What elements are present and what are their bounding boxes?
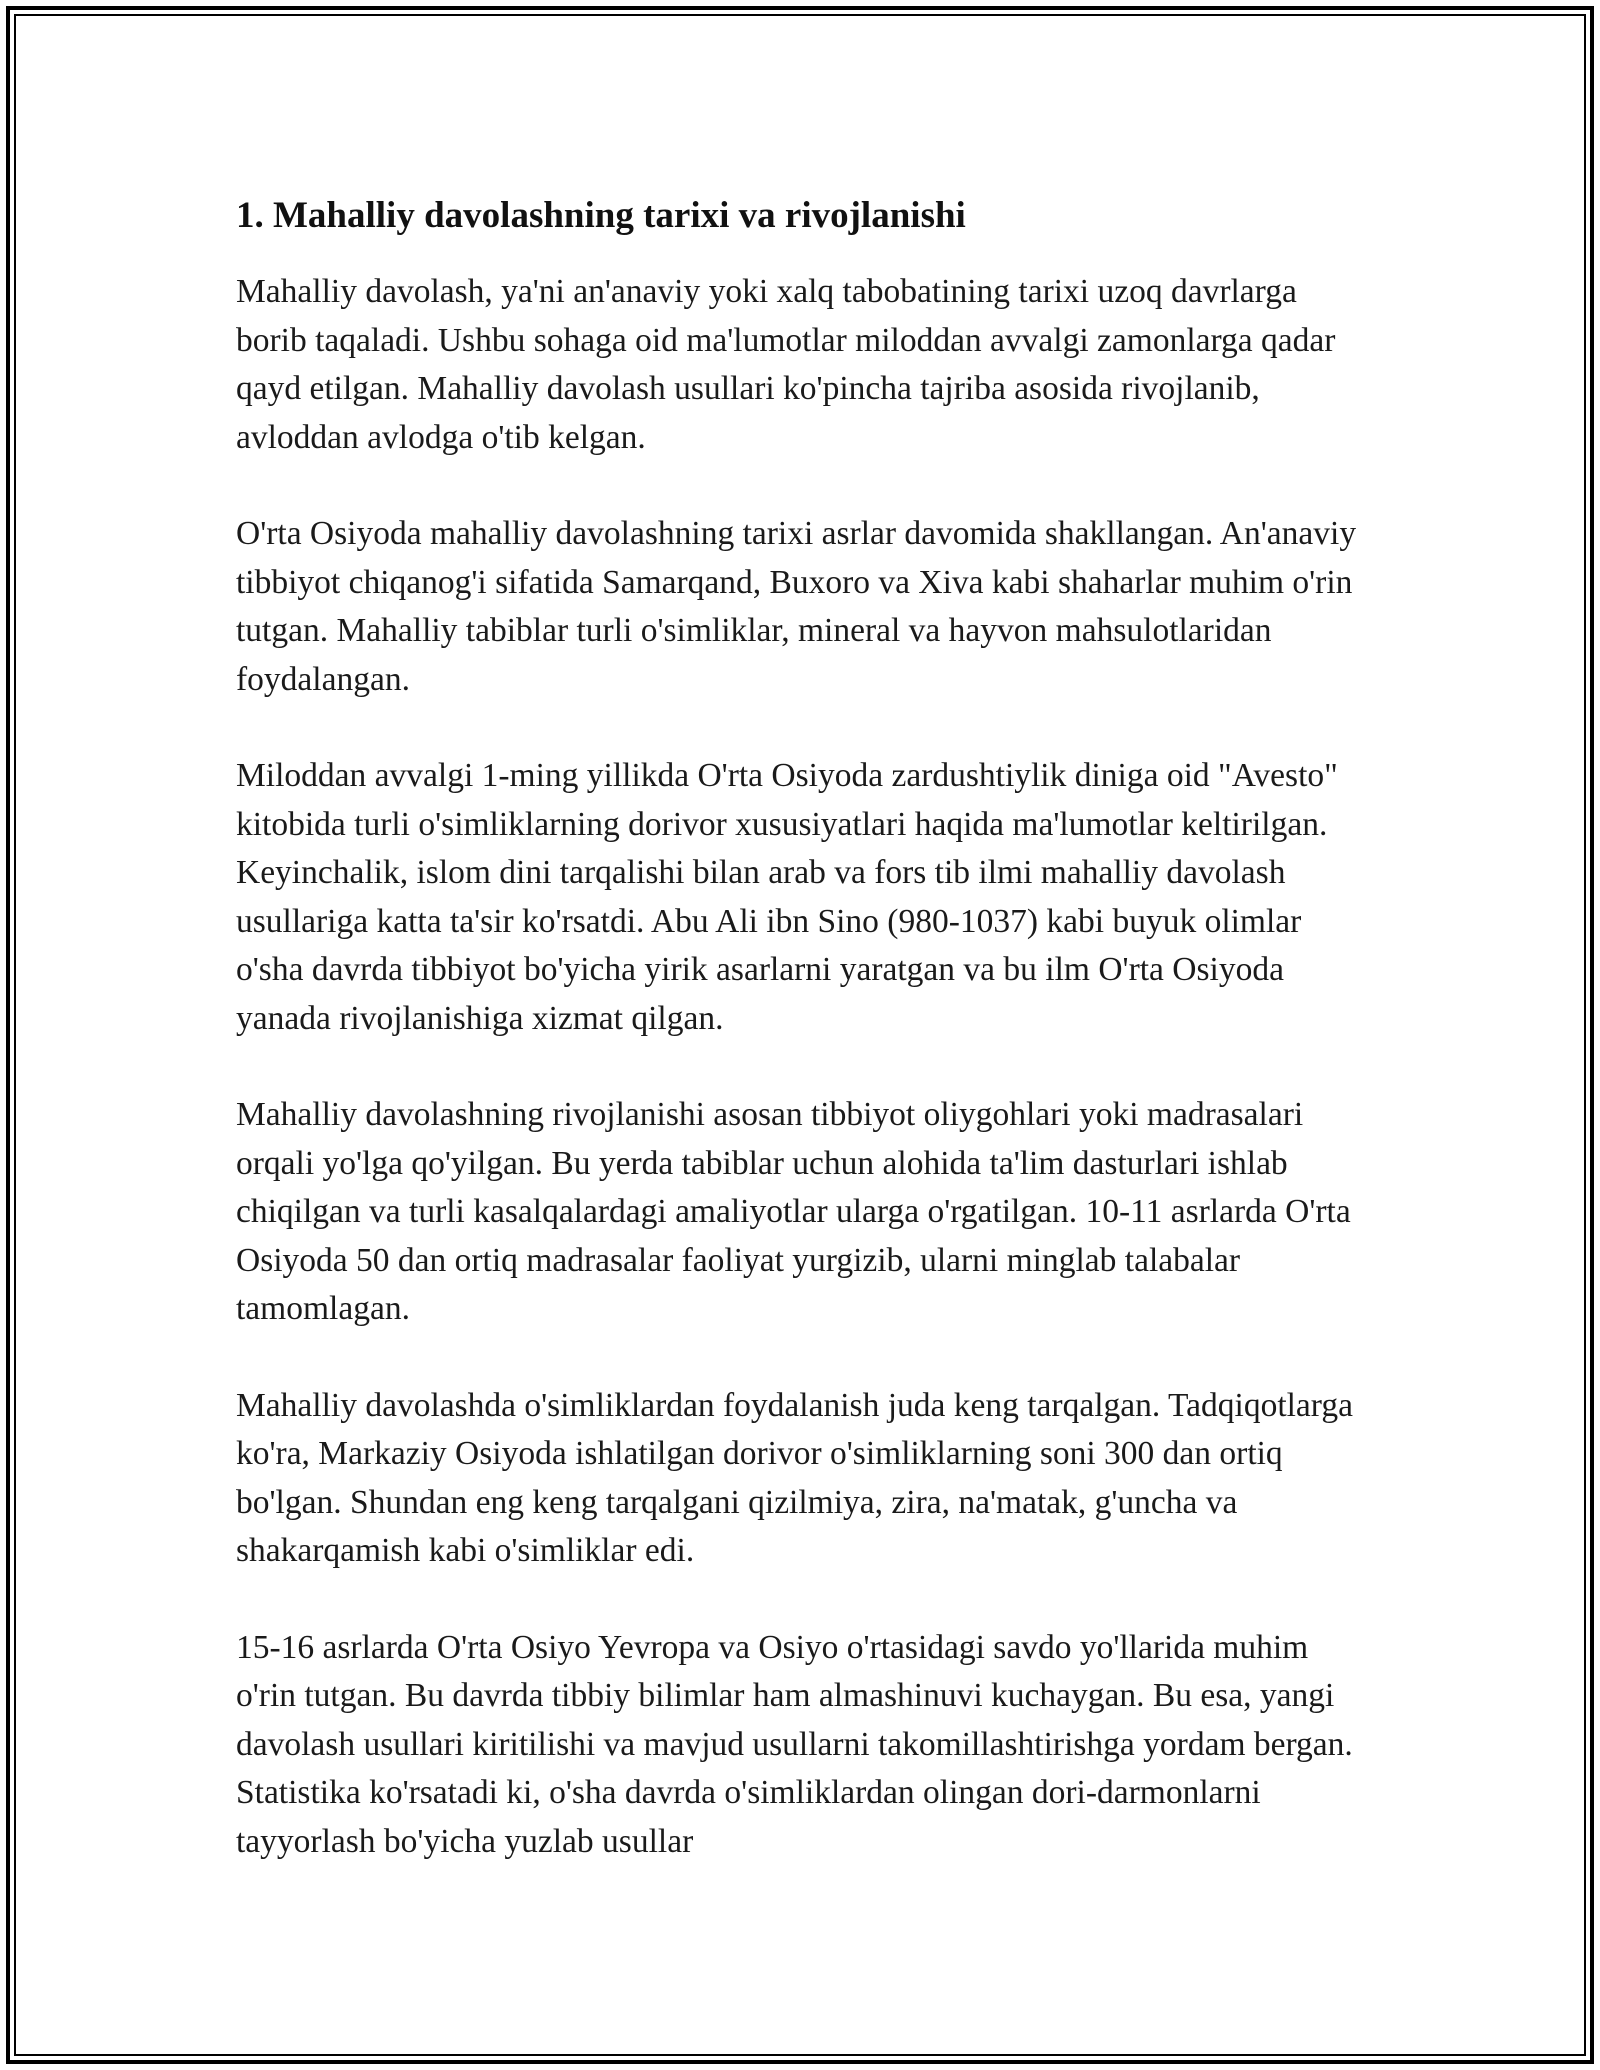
section-heading: 1. Mahalliy davolashning tarixi va rivojlanishi: [236, 195, 966, 236]
paragraph-5: Mahalliy davolashda o'simliklardan foydalanish juda keng tarqalgan. Tadqiqotlarga ko'ra, Markaziy Osiyoda ishlatilgan dorivor o'simliklarning soni 300 dan ortiq bo'lgan. Shundan eng keng tarqalgani qizilmiya, zira, na'matak, g'uncha va shakarqamish kabi o'simliklar edi.: [236, 1386, 1353, 1569]
paragraph-2: O'rta Osiyoda mahalliy davolashning tarixi asrlar davomida shakllangan. An'anaviy tibbiyot chiqanog'i sifatida Samarqand, Buxoro va Xiva kabi shaharlar muhim o'rin tutgan. Mahalliy tabiblar turli o'simliklar, mineral va hayvon mahsulotlaridan foydalangan.: [236, 515, 1357, 698]
paragraph-4: Mahalliy davolashning rivojlanishi asosan tibbiyot oliygohlari yoki madrasalari orqali yo'lga qo'yilgan. Bu yerda tabiblar uchun alohida ta'lim dasturlari ishlab chiqilgan va turli kasalqalardagi amaliyotlar ularga o'rgatilgan. 10-11 asrlarda O'rta Osiyoda 50 dan ortiq madrasalar faoliyat yurgizib, ularni minglab talabalar tamomlagan.: [236, 1096, 1351, 1327]
paragraph-1: Mahalliy davolash, ya'ni an'anaviy yoki xalq tabobatining tarixi uzoq davrlarga borib taqaladi. Ushbu sohaga oid ma'lumotlar miloddan avvalgi zamonlarga qadar qayd etilgan. Mahalliy davolash usullari ko'pincha tajriba asosida rivojlanib, avloddan avlodga o'tib kelgan.: [236, 273, 1336, 456]
paragraph-6: 15-16 asrlarda O'rta Osiyo Yevropa va Osiyo o'rtasidagi savdo yo'llarida muhim o'rin tutgan. Bu davrda tibbiy bilimlar ham almashinuvi kuchaygan. Bu esa, yangi davolash usullari kiritilishi va mavjud usullarni takomillashtirishga yordam bergan. Statistika ko'rsatadi ki, o'sha davrda o'simliklardan olingan dori-darmonlarni tayyorlash bo'yicha yuzlab usullar: [236, 1628, 1353, 1860]
document-body: [236, 190, 1366, 1914]
paragraph-3: Miloddan avvalgi 1-ming yillikda O'rta Osiyoda zardushtiylik diniga oid "Avesto" kitobida turli o'simliklarning dorivor xususiyatlari haqida ma'lumotlar keltirilgan. Keyinchalik, islom dini tarqalishi bilan arab va fors tib ilmi mahalliy davolash usullariga katta ta'sir ko'rsatdi. Abu Ali ibn Sino (980-1037) kabi buyuk olimlar o'sha davrda tibbiyot bo'yicha yirik asarlarni yaratgan va bu ilm O'rta Osiyoda yanada rivojlanishiga xizmat qilgan.: [236, 757, 1338, 1037]
